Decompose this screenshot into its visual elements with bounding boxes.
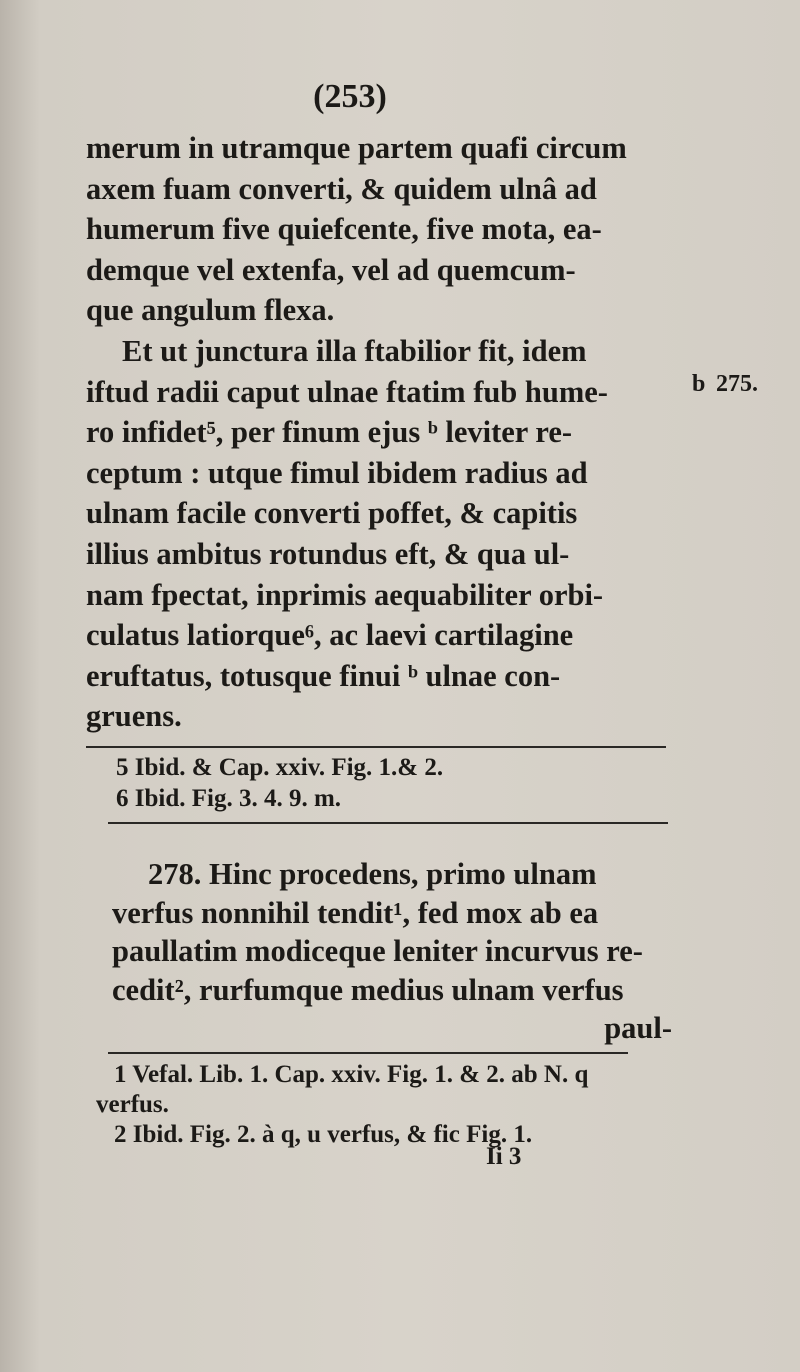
text-line: iftud radii caput ulnae ftatim fub hume- <box>86 374 608 409</box>
footnote: 6 Ibid. Fig. 3. 4. 9. m. <box>116 785 342 812</box>
text-line: paul- <box>604 1011 672 1045</box>
text-line: axem fuam converti, & quidem ulnâ ad <box>86 171 597 206</box>
text-line: paullatim modiceque leniter incurvus re- <box>112 934 643 968</box>
text-line: ro infidet⁵, per finum ejus ᵇ leviter re- <box>86 415 573 450</box>
text-line: Et ut junctura illa ftabilior fit, idem <box>122 333 587 368</box>
footnotes-2 <box>96 1060 588 1150</box>
text-line: 278. Hinc procedens, primo ulnam <box>148 857 597 891</box>
footnote: 5 Ibid. & Cap. xxiv. Fig. 1.& 2. <box>116 754 444 781</box>
text-line: eruftatus, totusque finui ᵇ ulnae con- <box>86 658 561 693</box>
margin-number: 275. <box>716 371 758 397</box>
text-line: merum in utramque partem quafi circum <box>86 131 627 165</box>
footnote-rule <box>108 1052 628 1054</box>
footnote: 1 Vefal. Lib. 1. Cap. xxiv. Fig. 1. & 2. ab N. q <box>114 1061 589 1088</box>
footnote-rule <box>86 746 666 748</box>
footnote-rule <box>108 822 668 824</box>
footnotes-1 <box>116 752 443 814</box>
page-number: (253) <box>313 78 387 115</box>
text-line: culatus latiorque⁶, ac laevi cartilagine <box>86 618 574 653</box>
text-line: cedit², rurfumque medius ulnam verfus <box>112 972 624 1007</box>
text-line: humerum five quiefcente, five mota, ea- <box>86 212 602 247</box>
text-line: que angulum flexa. <box>86 293 335 328</box>
text-line: ceptum : utque fimul ibidem radius ad <box>86 455 588 490</box>
text-line: gruens. <box>86 699 182 734</box>
text-line: illius ambitus rotundus eft, & qua ul- <box>86 536 570 571</box>
paragraph-1 <box>86 128 676 737</box>
text-line: verfus nonnihil tendit¹, fed mox ab ea <box>112 895 599 930</box>
text-line: demque vel extenfa, vel ad quemcum- <box>86 252 576 287</box>
signature-mark: Ii 3 <box>486 1143 522 1170</box>
paragraph-2 <box>112 855 672 1048</box>
footnote: verfus. <box>96 1091 169 1118</box>
text-line: ulnam facile converti poffet, & capitis <box>86 496 578 531</box>
text-line: nam fpectat, inprimis aequabiliter orbi- <box>86 577 604 612</box>
margin-mark: b <box>692 371 706 397</box>
footnote: 2 Ibid. Fig. 2. à q, u verfus, & fic Fig. 1. <box>114 1121 533 1148</box>
